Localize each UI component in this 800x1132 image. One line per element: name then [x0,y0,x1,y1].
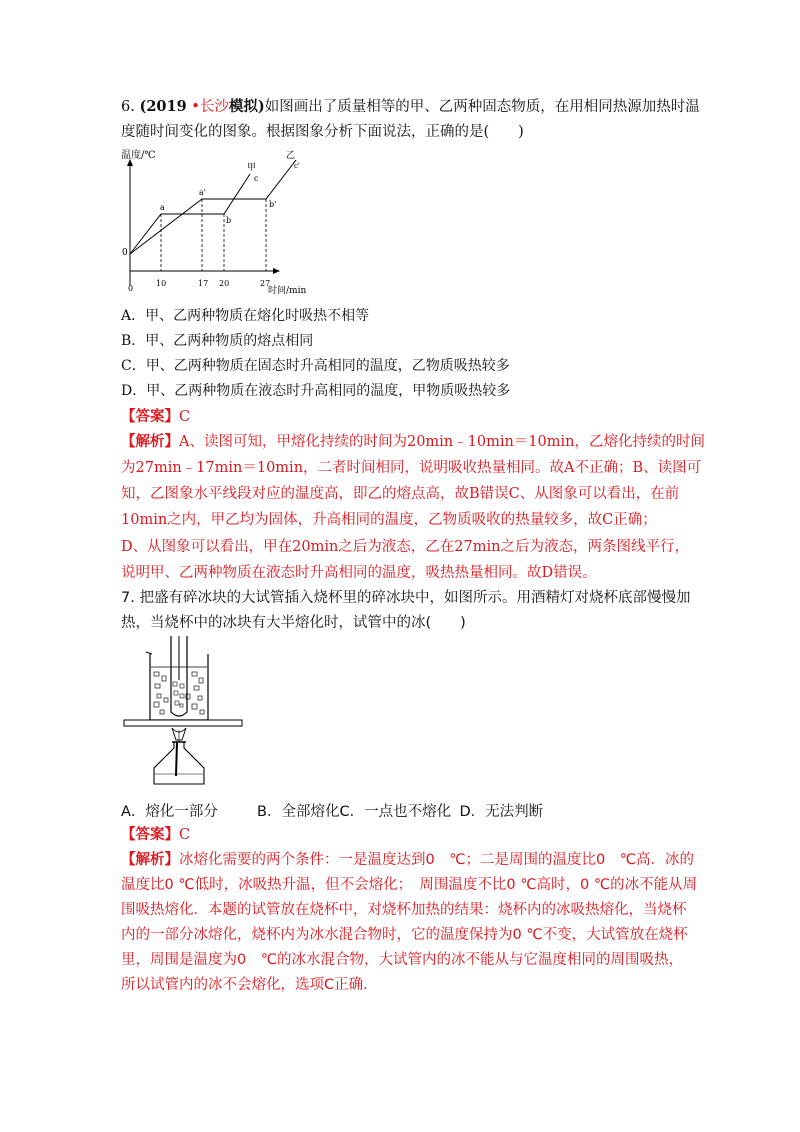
q6-option-b: B．甲、乙两种物质的熔点相同 [121,333,314,349]
q6-line-2: 度随时间变化的图象。根据图象分析下面说法，正确的是( ) [121,124,524,140]
curve-label-jia: 甲 [247,163,257,173]
q7-choice-a: A．熔化一部分 [121,804,218,820]
point-c-prime: c' [294,162,300,170]
y-origin-label: 0 [122,248,128,258]
q6-analysis-line-6: 说明甲、乙两种物质在液态时升高相同的温度，吸热热量相同。故D错误。 [121,565,597,581]
q7-choice-d: D．无法判断 [459,804,544,820]
q6-answer-value: C [179,409,191,425]
q7-choice-c: C．一点也不熔化 [339,804,452,820]
q6-analysis-label: 【解析】 [121,433,179,450]
q6-number: 6. [121,99,135,115]
q7-apparatus-illustration [122,636,247,790]
point-b: b [226,216,232,225]
q6-temperature-graph [118,146,333,298]
x-tick-17: 17 [198,279,209,288]
x-tick-27: 27 [260,279,271,288]
q7-analysis-line-6: 所以试管内的冰不会熔化，选项C正确． [121,977,378,993]
q7-analysis-label: 【解析】 [121,852,179,868]
point-a-prime: a' [199,188,206,197]
q7-analysis-line-3: 围吸热熔化．本题的试管放在烧杯中，对烧杯加热的结果：烧杯内的冰吸热熔化，当烧杯 [121,902,687,918]
q7-choices [121,800,543,821]
q6-option-a: A．甲、乙两种物质在熔化时吸热不相等 [121,308,370,324]
q6-analysis-line-5: D、从图象可以看出，甲在20min之后为液态，乙在27min之后为液态，两条图线平行， [121,539,689,555]
curve-jia [130,174,250,254]
q6-answer-label: 【答案】 [121,408,179,425]
q7-answer-label: 【答案】 [121,826,179,843]
q7-line-1: 7. 把盛有碎冰块的大试管插入烧杯里的碎冰块中，如图所示。用酒精灯对烧杯底部慢慢加 [121,590,691,606]
q6-option-d: D．甲、乙两种物质在液态时升高相同的温度，甲物质吸热较多 [121,383,511,399]
q6-analysis-line-2: 为27min﹣17min＝10min，二者时间相同，说明吸收热量相同。故A不正确；B、读图可 [121,460,702,476]
point-a: a [160,203,165,212]
q7-answer [121,825,190,845]
q7-analysis-line-4: 内的一部分冰熔化，烧杯内为冰水混合物时，它的温度保持为0 ℃不变，大试管放在烧杯 [121,927,688,943]
q6-line-1 [121,97,700,117]
x-tick-20: 20 [219,279,230,288]
q6-source-close: 模拟) [228,98,265,115]
q7-choice-b: B．全部熔化 [257,804,340,820]
alcohol-lamp [154,742,204,784]
x-tick-10: 10 [156,279,167,288]
x-axis-arrow [273,268,280,274]
q7-answer-value: C [179,827,191,843]
stand-plate [124,720,242,726]
q6-analysis-line-3: 知，乙图象水平线段对应的温度高，即乙的熔点高，故B错误C、从图象可以看出，在前 [121,486,680,502]
y-axis-label: 温度/℃ [121,150,156,161]
q6-analysis-line-1: 【解析】A、读图可知，甲熔化持续的时间为20min﹣10min＝10min，乙熔化持续的时间 [121,433,705,450]
q6-source-place: 长沙 [199,99,229,115]
q7-analysis-line-2: 温度比0 ℃低时，冰吸热升温，但不会熔化； 周围温度不比0 ℃高时，0 ℃的冰不能从周 [121,877,698,893]
q6-stem-1: 如图画出了质量相等的甲、乙两种固态物质，在用相同热源加热时温 [264,99,700,115]
q7-analysis-line-5: 里，周围是温度为0 ℃的冰水混合物，大试管内的冰不能从与它温度相同的周围吸热， [121,952,684,968]
curve-label-yi: 乙 [286,151,296,161]
q7-line-2: 热，当烧杯中的冰块有大半熔化时，试管中的冰( ) [121,615,466,631]
q6-source-open: (2019 [139,98,187,115]
q7-analysis-line-1: 【解析】冰熔化需要的两个条件：一是温度达到0 ℃；二是周围的温度比0 ℃高．冰的 [121,852,695,868]
point-c: c [254,174,259,183]
q6-analysis-line-4: 10min之内，甲乙均为固体，升高相同的温度，乙物质吸收的热量较多，故C正确； [121,512,657,528]
origin-label: 0 [128,284,134,293]
q6-option-c: C．甲、乙两种物质在固态时升高相同的温度，乙物质吸热较多 [121,358,510,374]
x-axis-label: 时间/min [268,286,307,296]
q6-source-dot: • [191,99,200,115]
point-b-prime: b' [269,200,277,209]
q6-answer [121,407,190,427]
